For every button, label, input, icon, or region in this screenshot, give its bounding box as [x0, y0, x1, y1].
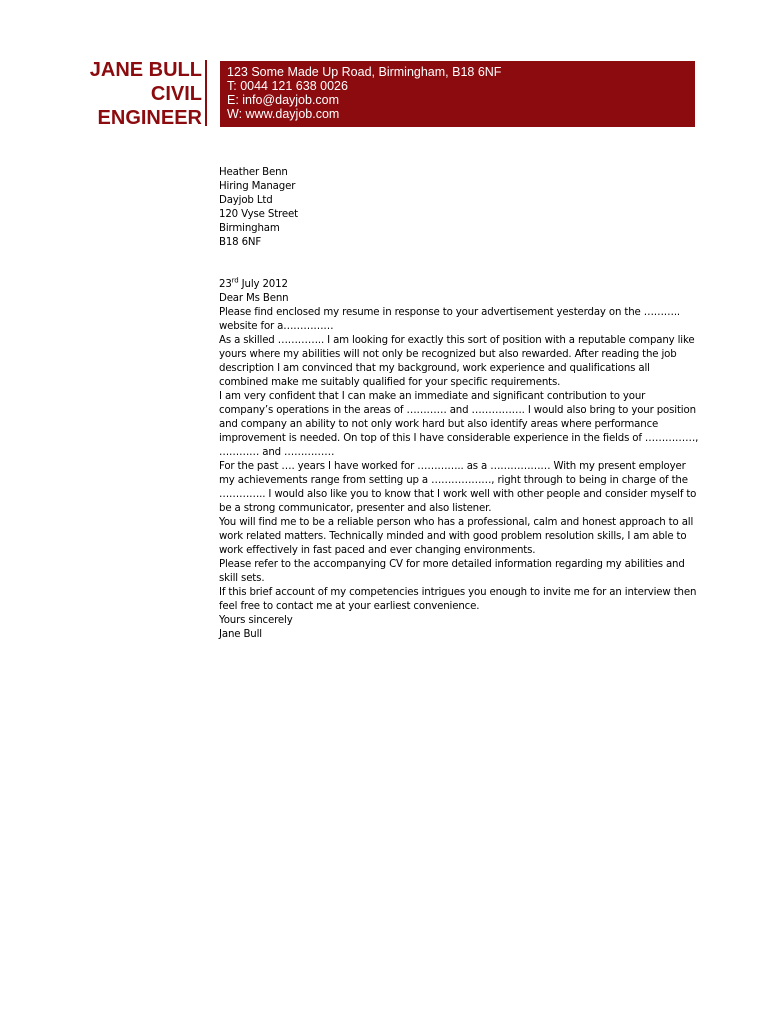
recipient-company: Dayjob Ltd: [219, 195, 273, 206]
paragraph-3: I am very confident that I can make an immediate and significant contribution to your company’s operations in the areas of ………… and ……………. I would also bring to your position and company an ability to not only work hard but also identify areas where performance improvement is needed. On top of this I have considerable experience in the fields of ……………, ………… and ……………: [219, 391, 699, 458]
contact-web: W: www.dayjob.com: [227, 107, 340, 121]
name-line-1: JANE BULL: [89, 59, 202, 81]
recipient-title: Hiring Manager: [219, 181, 296, 192]
recipient-city: Birmingham: [219, 223, 280, 234]
date-day: 23: [219, 279, 232, 290]
recipient-name: Heather Benn: [219, 167, 288, 178]
name-line-2: CIVIL: [150, 83, 202, 105]
date-rest: July 2012: [238, 279, 288, 290]
letter-date: [219, 278, 699, 292]
recipient-address: [219, 166, 699, 250]
contact-box: [220, 61, 695, 127]
paragraph-5: You will find me to be a reliable person who has a professional, calm and honest approach to all work related matters. Technically minded and with good problem resolution skills, I am able to work effectively in fast paced and ever changing environments.: [219, 517, 694, 556]
recipient-street: 120 Vyse Street: [219, 209, 298, 220]
contact-phone: T: 0044 121 638 0026: [227, 79, 348, 93]
paragraph-2: As a skilled ………….. I am looking for exactly this sort of position with a reputable company like yours where my abilities will not only be recognized but also rewarded. After reading the job description I am convinced that my background, work experience and qualifications all combined make me suitably qualified for your specific requirements.: [219, 335, 695, 388]
date-suffix: rd: [231, 276, 239, 285]
header-divider: [205, 60, 207, 126]
recipient-postcode: B18 6NF: [219, 237, 262, 248]
contact-email: E: info@dayjob.com: [227, 93, 340, 107]
paragraph-6: Please refer to the accompanying CV for more detailed information regarding my abilities and skill sets.: [219, 559, 685, 584]
applicant-name: [60, 58, 202, 130]
name-line-3: ENGINEER: [97, 107, 202, 129]
closing: Yours sincerely: [219, 615, 293, 626]
letter-body: [219, 166, 699, 642]
signature: Jane Bull: [219, 629, 262, 640]
salutation: Dear Ms Benn: [219, 293, 289, 304]
paragraph-7: If this brief account of my competencies intrigues you enough to invite me for an interview then feel free to contact me at your earliest convenience.: [219, 587, 697, 612]
paragraph-1: Please find enclosed my resume in response to your advertisement yesterday on the ……….. website for a……………: [219, 307, 681, 332]
contact-address: 123 Some Made Up Road, Birmingham, B18 6NF: [227, 65, 502, 79]
paragraph-4: For the past …. years I have worked for ………….. as a ……………… With my present employer my achievements range from setting up a ………………, right through to being in charge of the ………….. I would also like you to know that I work well with other people and consider myself to be a strong communicator, presenter and also listener.: [219, 461, 697, 514]
